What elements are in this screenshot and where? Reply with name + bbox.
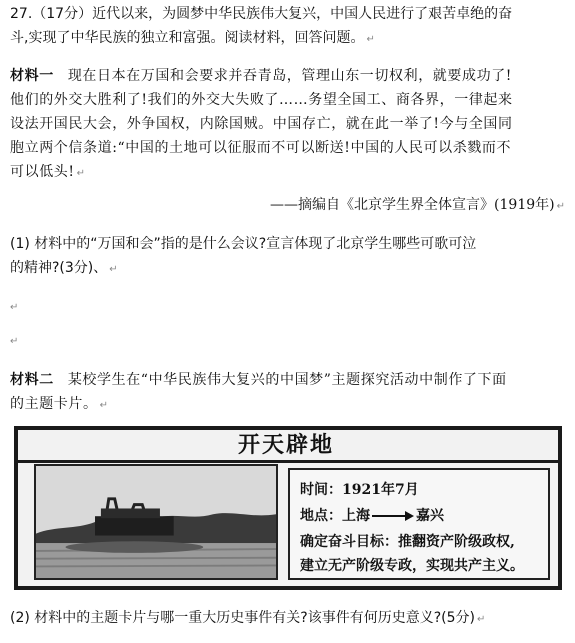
card-time: 时间：1921年7月 bbox=[300, 482, 419, 498]
paragraph-mark: ↵ bbox=[476, 614, 486, 625]
card-place: 地点：上海 嘉兴 bbox=[300, 508, 444, 524]
card-info-box bbox=[288, 468, 550, 580]
material1-line-1: 材料一 现在日本在万国和会要求并吞青岛，管理山东一切权利，就要成功了! bbox=[10, 68, 513, 84]
card-goal-line-2: 建立无产阶级专政，实现共产主义。 bbox=[300, 558, 524, 574]
material1-label: 材料一 bbox=[10, 68, 54, 84]
empty-paragraph-mark: ↵ bbox=[10, 302, 19, 313]
paragraph-mark: ↵ bbox=[366, 34, 375, 45]
material1-source: ——摘编自《北京学生界全体宣言》(1919年) ↵ bbox=[270, 197, 565, 213]
material1-line-3: 设法开国民大会，外争国权，内除国贼。中国存亡，就在此一举了!今与全国同 bbox=[10, 116, 513, 132]
card-divider bbox=[18, 460, 558, 463]
material2-line-1: 材料二 某校学生在“中华民族伟大复兴的中国梦”主题探究活动中制作了下面 bbox=[10, 372, 507, 388]
card-goal-line-1: 确定奋斗目标：推翻资产阶级政权, bbox=[300, 534, 515, 550]
material2-line-2: 的主题卡片。 ↵ bbox=[10, 396, 109, 412]
material1-line-5: 可以低头! ↵ bbox=[10, 164, 86, 180]
paragraph-mark: ↵ bbox=[99, 400, 109, 411]
empty-paragraph-mark: ↵ bbox=[10, 336, 19, 347]
material2-label: 材料二 bbox=[10, 372, 54, 388]
paragraph-mark: ↵ bbox=[556, 201, 565, 212]
material1-line-4: 胞立两个信条道:“中国的土地可以征服而不可以断送!中国的人民可以杀戮而不 bbox=[10, 140, 512, 156]
material1-line-2: 他们的外交大胜利了!我们的外交大失败了……务望全国工、商各界，一律起来 bbox=[10, 92, 513, 108]
question-intro-line-1: 27.（17分）近代以来，为圆梦中华民族伟大复兴，中国人民进行了艰苦卓绝的奋 bbox=[10, 6, 513, 22]
paragraph-mark: ↵ bbox=[76, 168, 86, 179]
card-title: 开天辟地 bbox=[238, 432, 335, 458]
q1-line-1: (1) 材料中的“万国和会”指的是什么会议?宣言体现了北京学生哪些可歌可泣 bbox=[10, 236, 477, 252]
paragraph-mark: ↵ bbox=[109, 264, 118, 275]
q2-line-1: (2) 材料中的主题卡片与哪一重大历史事件有关?该事件有何历史意义?(5分) ↵ bbox=[10, 610, 486, 626]
arrow-right-icon bbox=[372, 511, 414, 521]
q1-line-2: 的精神?(3分)、 ↵ bbox=[10, 260, 118, 276]
question-intro-line-2: 斗,实现了中华民族的独立和富强。阅读材料，回答问题。 ↵ bbox=[10, 30, 375, 46]
theme-card bbox=[14, 426, 562, 590]
red-boat-photo bbox=[34, 464, 278, 580]
